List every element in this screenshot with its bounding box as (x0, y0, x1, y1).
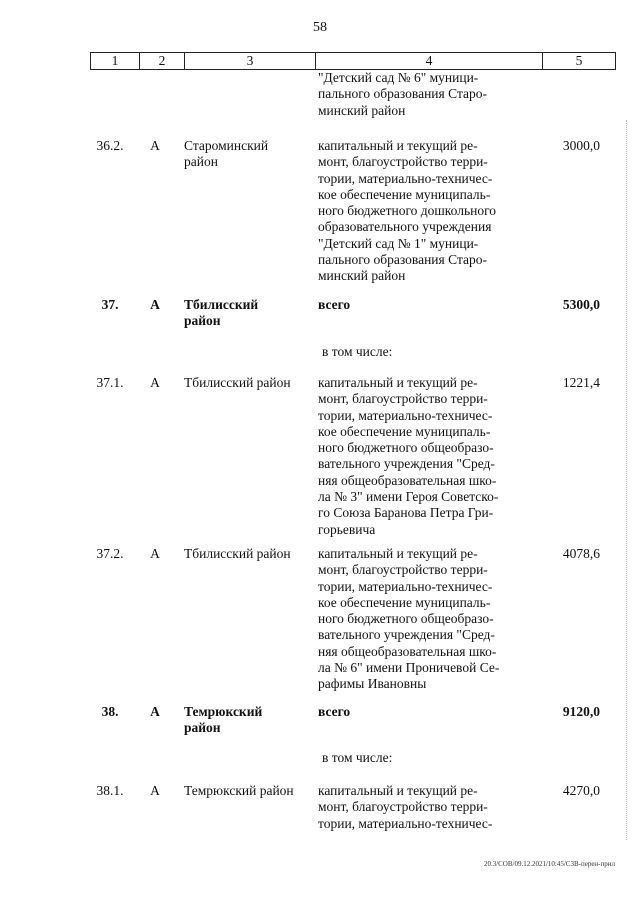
description-cell (318, 546, 526, 693)
description-line: вательного учреждения "Сред- (318, 456, 495, 472)
description-line: капитальный и текущий ре- (318, 783, 478, 798)
description-line: тории, материально-техничес- (318, 407, 493, 423)
category-cell: А (150, 138, 160, 153)
column-header-1: 1 (91, 53, 140, 70)
district-cell (184, 297, 309, 330)
district-line: Тбилисский район (184, 375, 291, 390)
description-line: пального образования Старо- (318, 252, 487, 268)
district-line: район (184, 313, 221, 329)
description-line: монт, благоустройство терри- (318, 154, 488, 170)
description-line: кое обеспечение муниципаль- (318, 186, 491, 202)
description-line: образовательного учреждения (318, 219, 492, 235)
description-line: монт, благоустройство терри- (318, 562, 488, 578)
description-line: всего (318, 297, 351, 312)
description-cell (318, 783, 526, 832)
description-line: всего (318, 704, 351, 719)
district-line: район (184, 154, 218, 170)
description-line: минский район (318, 102, 406, 118)
row-number: 37.2. (96, 546, 124, 561)
district-line: Староминский (184, 138, 269, 153)
district-cell (184, 375, 309, 391)
including-label: в том числе: (322, 750, 393, 765)
description-line: ла № 6" имени Проничевой Се- (318, 660, 500, 676)
description-cell (318, 138, 526, 285)
amount-cell: 4078,6 (562, 546, 600, 561)
footer-code: 20.3/COB/09.12.2021/10:45/C3B-перен-прил (483, 860, 615, 868)
description-line: кое обеспечение муниципаль- (318, 423, 491, 439)
district-cell (184, 138, 309, 171)
description-line: пального образования Старо- (318, 86, 487, 102)
amount-cell: 1221,4 (562, 375, 600, 390)
district-line: Темрюкский (184, 704, 263, 719)
category-cell: А (150, 704, 160, 719)
category-cell: А (150, 546, 160, 561)
description-line: го Союза Баранова Петра Гри- (318, 505, 494, 521)
column-header-2: 2 (140, 53, 185, 70)
row-number: 37.1. (96, 375, 124, 390)
description-line: тории, материально-техничес- (318, 815, 493, 831)
description-line: рафимы Ивановны (318, 676, 427, 692)
category-cell: А (150, 375, 160, 390)
district-line: Темрюкский район (184, 783, 294, 798)
description-line: монт, благоустройство терри- (318, 799, 488, 815)
row-number: 38.1. (96, 783, 124, 798)
description-line: тории, материально-техничес- (318, 578, 493, 594)
amount-cell: 5300,0 (562, 297, 600, 312)
description-line: ного бюджетного общеобразо- (318, 440, 494, 456)
description-line: кое обеспечение муниципаль- (318, 594, 491, 610)
description-line: минский район (318, 268, 406, 284)
district-line: район (184, 720, 221, 736)
row-number: 36.2. (96, 138, 124, 153)
row-number: 37. (101, 297, 119, 312)
page-number: 58 (313, 20, 327, 35)
description-cell (318, 297, 526, 313)
amount-cell: 3000,0 (562, 138, 600, 153)
description-cell (318, 704, 526, 720)
description-line: ла № 3" имени Героя Советско- (318, 489, 499, 505)
description-line: вательного учреждения "Сред- (318, 627, 495, 643)
district-line: Тбилисский район (184, 546, 291, 561)
column-header-5: 5 (543, 53, 616, 70)
description-line: горьевича (318, 521, 376, 537)
description-line: няя общеобразовательная шко- (318, 643, 497, 659)
including-label: в том числе: (322, 344, 393, 359)
description-line: капитальный и текущий ре- (318, 546, 478, 561)
description-line: ного бюджетного общеобразо- (318, 611, 494, 627)
district-cell (184, 783, 309, 799)
column-header-4: 4 (316, 53, 543, 70)
description-line: капитальный и текущий ре- (318, 375, 478, 390)
district-cell (184, 704, 309, 737)
description-cell (318, 375, 526, 538)
district-cell (184, 546, 309, 562)
amount-cell: 4270,0 (562, 783, 600, 798)
description-line: "Детский сад № 1" муници- (318, 235, 479, 251)
margin-marks (626, 120, 628, 840)
description-line: тории, материально-техничес- (318, 170, 493, 186)
description-line: капитальный и текущий ре- (318, 138, 478, 153)
column-header-row (90, 52, 616, 70)
category-cell: А (150, 783, 160, 798)
description-line: ного бюджетного дошкольного (318, 203, 497, 219)
district-line: Тбилисский (184, 297, 259, 312)
description-line: монт, благоустройство терри- (318, 391, 488, 407)
category-cell: А (150, 297, 160, 312)
description-line: няя общеобразовательная шко- (318, 472, 497, 488)
row-number: 38. (101, 704, 119, 719)
description-cell (318, 70, 526, 119)
amount-cell: 9120,0 (562, 704, 600, 719)
description-line: "Детский сад № 6" муници- (318, 70, 479, 85)
column-header-3: 3 (185, 53, 316, 70)
